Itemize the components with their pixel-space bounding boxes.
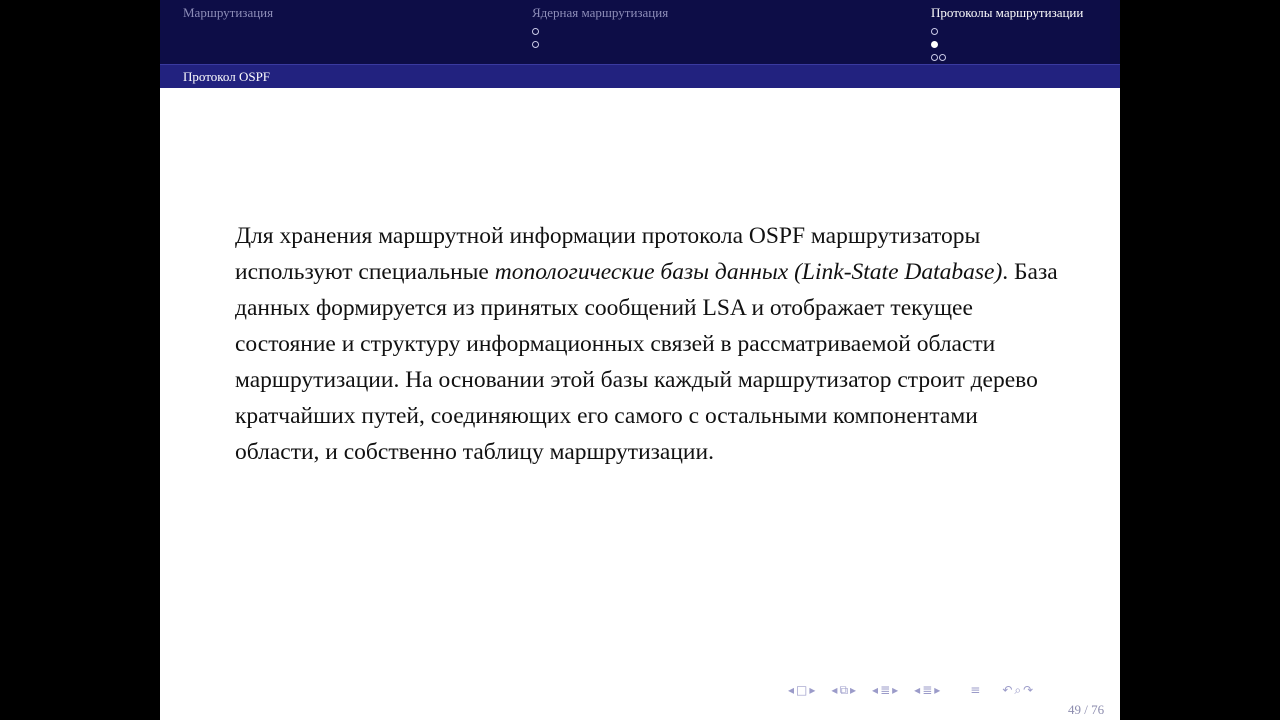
frame-dot[interactable] xyxy=(939,54,946,61)
forward-icon[interactable]: ↷ xyxy=(1023,683,1034,697)
section-label: Протоколы маршрутизации xyxy=(931,5,1084,20)
arrow-right-icon[interactable]: ▸ xyxy=(892,683,899,697)
frame-dot[interactable] xyxy=(931,54,938,61)
search-icon[interactable]: ⌕ xyxy=(1014,683,1022,697)
subsection-bar xyxy=(160,64,1120,88)
arrow-left-icon[interactable]: ◂ xyxy=(788,683,795,697)
headline-bar xyxy=(160,0,1120,64)
section-icon[interactable]: ≣ xyxy=(880,683,891,697)
frame-icon[interactable]: □ xyxy=(796,683,808,697)
body-text-part: . База данных формируется из принятых сообщений LSA и отображает текущее состояние и структуру информационных связей в рассматриваемой области маршрутизации. На основании этой базы каждый маршрутизатор строит дерево кратчайших путей, соединяющих его самого с остальными компонентами области, и собственно таблицу маршрутизации. xyxy=(235,259,1058,465)
body-text-italic-term: топологические базы данных (Link-State Database) xyxy=(494,259,1003,285)
slide xyxy=(160,0,1120,720)
section-nav-routing[interactable] xyxy=(183,5,273,21)
section-label: Маршрутизация xyxy=(183,5,274,20)
frame-dots xyxy=(931,25,1083,64)
beamer-navigation xyxy=(788,682,1033,698)
back-icon[interactable]: ↶ xyxy=(1002,683,1013,697)
arrow-right-icon[interactable]: ▸ xyxy=(809,683,816,697)
section-nav-core-routing[interactable] xyxy=(532,5,668,51)
arrow-left-icon[interactable]: ◂ xyxy=(914,683,921,697)
frame-dot[interactable] xyxy=(532,28,539,35)
frame-dots xyxy=(532,25,668,51)
frame-dot[interactable] xyxy=(931,28,938,35)
subsection-title: Протокол OSPF xyxy=(183,69,271,84)
page-number: 49 / 76 xyxy=(1068,702,1105,717)
slide-body-text xyxy=(235,218,1065,470)
section-label: Ядерная маршрутизация xyxy=(532,5,669,20)
arrow-left-icon[interactable]: ◂ xyxy=(872,683,879,697)
subsection-icon[interactable]: ⧉ xyxy=(839,683,849,697)
current-frame-dot[interactable] xyxy=(931,41,938,48)
arrow-right-icon[interactable]: ▸ xyxy=(850,683,857,697)
frame-dot[interactable] xyxy=(532,41,539,48)
section-nav-routing-protocols[interactable] xyxy=(931,5,1083,64)
body-text-part: Для хранения маршрутной информации протокола OSPF маршрутизаторы используют специальные xyxy=(235,223,981,285)
align-icon[interactable]: ≡ xyxy=(970,683,981,697)
arrow-right-icon[interactable]: ▸ xyxy=(934,683,941,697)
arrow-left-icon[interactable]: ◂ xyxy=(831,683,838,697)
subsection-list-icon[interactable]: ≣ xyxy=(922,683,933,697)
